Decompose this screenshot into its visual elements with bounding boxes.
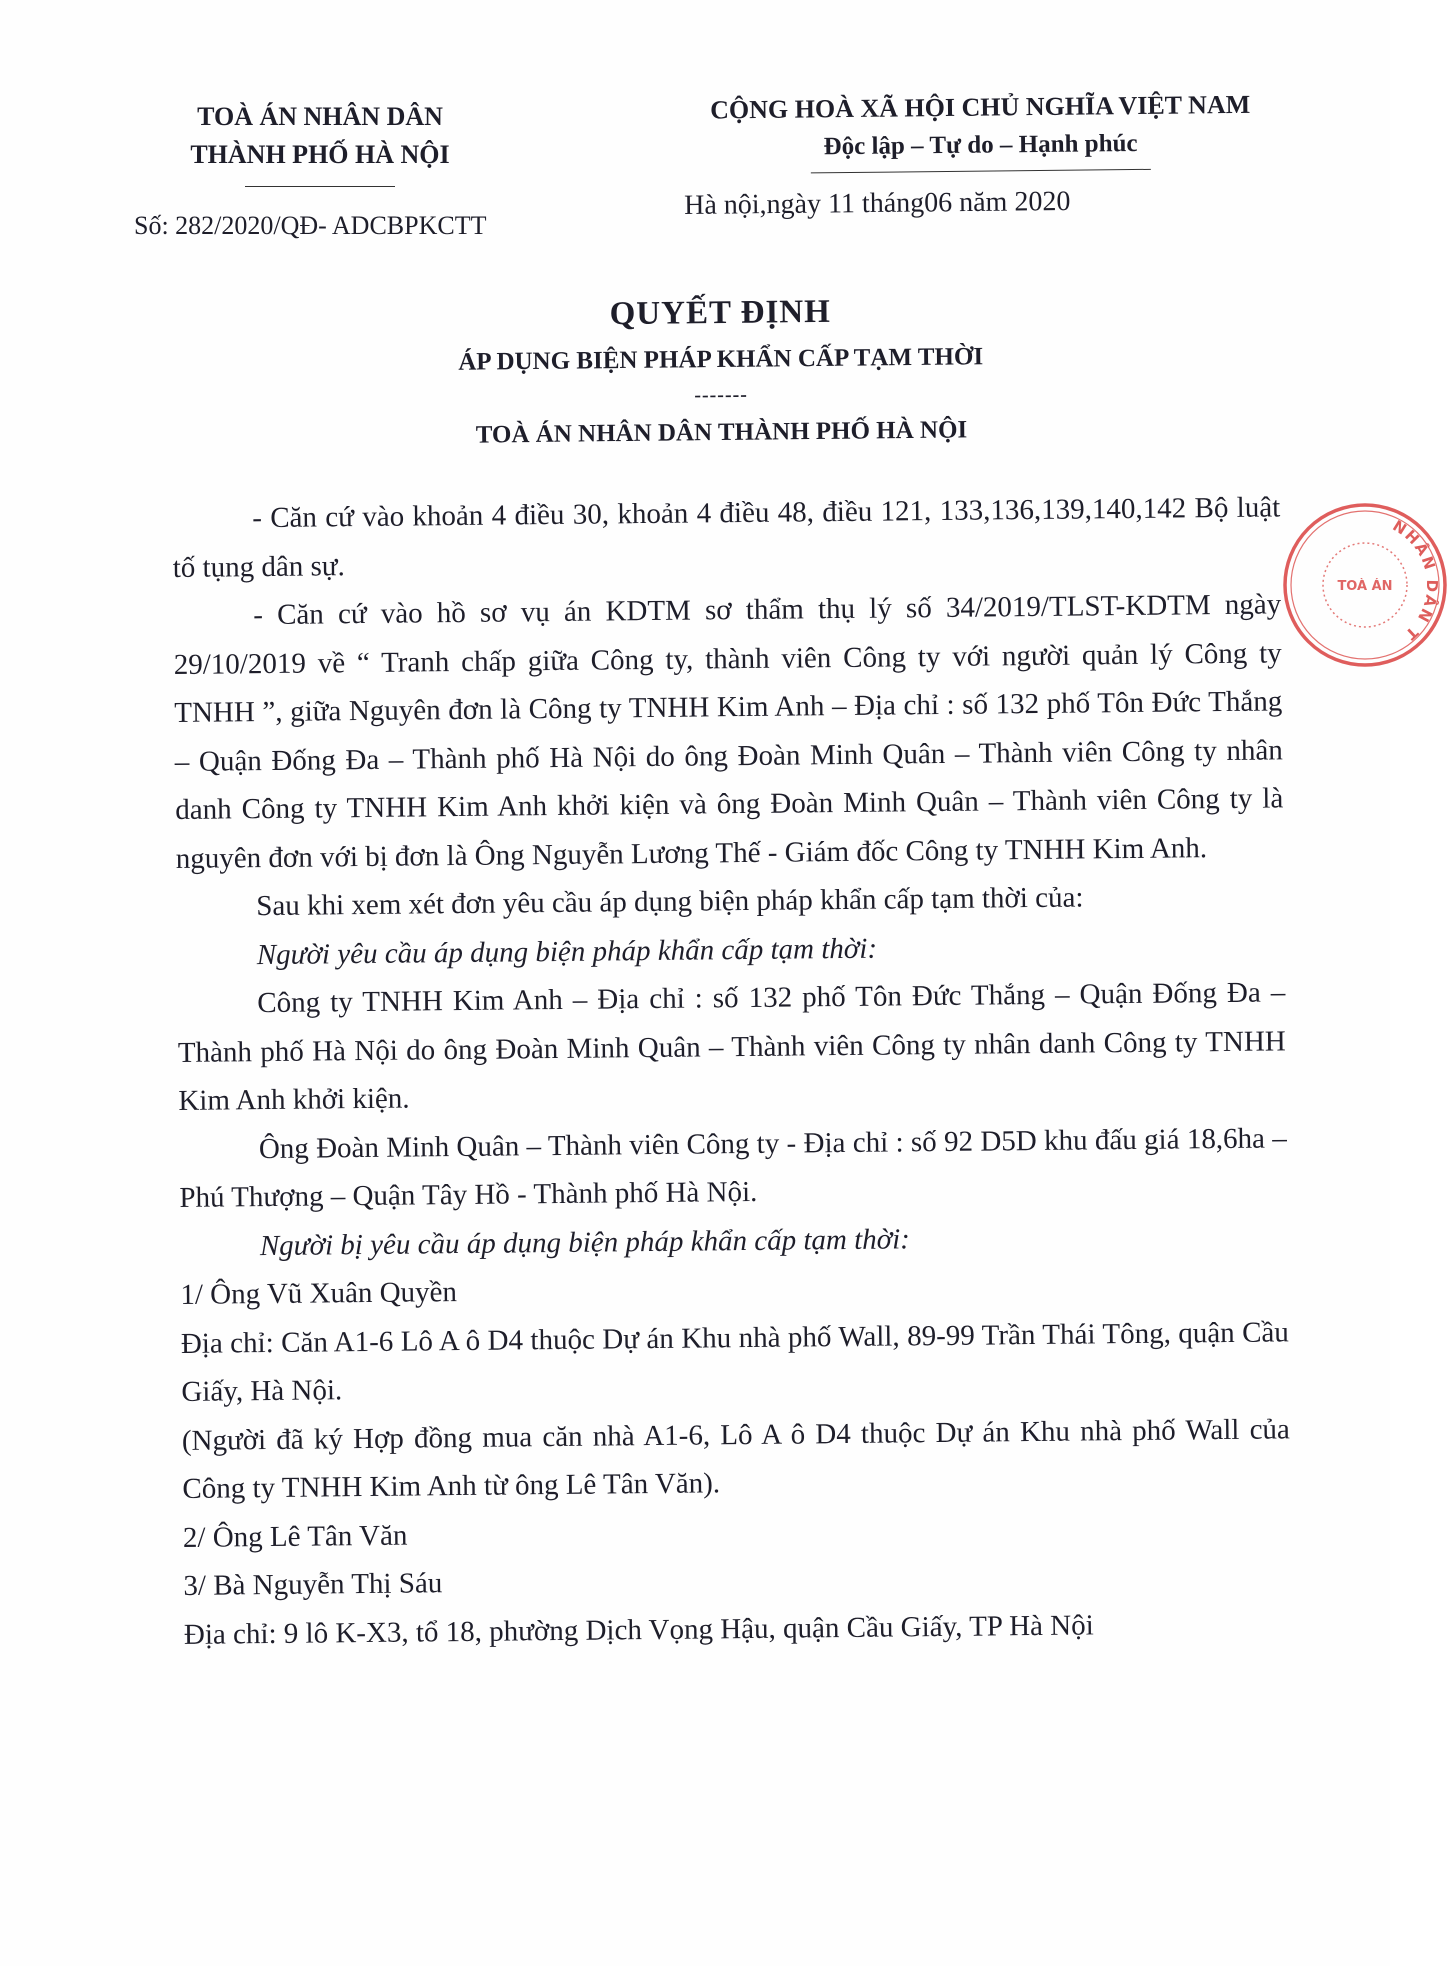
seal-center-text: TOÀ ÁN xyxy=(1337,579,1393,594)
seal-ring-text: NHÂN DÂN T xyxy=(1389,516,1442,645)
legal-basis-paragraph: - Căn cứ vào khoản 4 điều 30, khoản 4 điều 48, điều 121, 133,136,139,140,142 Bộ luật tố tụng dân sự. xyxy=(172,491,1281,584)
document-body xyxy=(172,483,1292,1659)
court-header xyxy=(150,98,490,187)
motto-underline xyxy=(811,169,1151,174)
respondent-3-address: Địa chỉ: 9 lô K-X3, tổ 18, phường Dịch Vọng Hậu, quận Cầu Giấy, TP Hà Nội xyxy=(183,1608,1094,1651)
respondent-3-name: 3/ Bà Nguyễn Thị Sáu xyxy=(183,1567,443,1602)
respondent-1-address: Địa chỉ: Căn A1-6 Lô A ô D4 thuộc Dự án Khu nhà phố Wall, 89-99 Trần Thái Tông, quận Cầu Giấy, Hà Nội. xyxy=(180,1315,1289,1408)
requester-company-paragraph: Công ty TNHH Kim Anh – Địa chỉ : số 132 phố Tôn Đức Thắng – Quận Đống Đa – Thành phố Hà Nội do ông Đoàn Minh Quân – Thành viên Công ty nhân danh Công ty TNHH Kim Anh khởi kiện. xyxy=(177,976,1286,1117)
respondent-heading: Người bị yêu cầu áp dụng biện pháp khẩn cấp tạm thời: xyxy=(259,1222,911,1262)
country-name: CỘNG HOÀ XÃ HỘI CHỦ NGHĨA VIỆT NAM xyxy=(710,89,1251,125)
requester-heading: Người yêu cầu áp dụng biện pháp khẩn cấp tạm thời: xyxy=(256,932,878,971)
document-subtitle: ÁP DỤNG BIỆN PHÁP KHẨN CẤP TẠM THỜI xyxy=(458,343,984,376)
national-header xyxy=(660,85,1301,175)
document-title: QUYẾT ĐỊNH xyxy=(609,293,831,333)
court-seal-stamp xyxy=(1280,500,1450,670)
title-separator: ------- xyxy=(694,383,749,407)
case-file-paragraph: - Căn cứ vào hồ sơ vụ án KDTM sơ thẩm thụ lý số 34/2019/TLST-KDTM ngày 29/10/2019 về “ Tranh chấp giữa Công ty, thành viên Công ty với người quản lý Công ty TNHH ”, giữa Nguyên đơn là Công ty TNHH Kim Anh – Địa chỉ : số 132 phố Tôn Đức Thắng – Quận Đống Đa – Thành phố Hà Nội do ông Đoàn Minh Quân – Thành viên Công ty nhân danh Công ty TNHH Kim Anh khởi kiện và ông Đoàn Minh Quân – Thành viên Công ty là nguyên đơn với bị đơn là Ông Nguyễn Lương Thế - Giám đốc Công ty TNHH Kim Anh. xyxy=(173,588,1284,875)
court-header-underline xyxy=(245,186,395,187)
respondent-2-name: 2/ Ông Lê Tân Văn xyxy=(182,1519,408,1554)
requester-person-paragraph: Ông Đoàn Minh Quân – Thành viên Công ty - Địa chỉ : số 92 D5D khu đấu giá 18,6ha – Phú Thượng – Quận Tây Hồ - Thành phố Hà Nội. xyxy=(179,1121,1287,1214)
national-motto: Độc lập – Tự do – Hạnh phúc xyxy=(823,130,1138,161)
issuing-court: TOÀ ÁN NHÂN DÂN THÀNH PHỐ HÀ NỘI xyxy=(475,416,968,449)
court-name-line1: TOÀ ÁN NHÂN DÂN xyxy=(197,102,443,131)
court-name-line2: THÀNH PHỐ HÀ NỘI xyxy=(190,140,450,169)
respondent-1-note: (Người đã ký Hợp đồng mua căn nhà A1-6, Lô A ô D4 thuộc Dự án Khu nhà phố Wall của Công ty TNHH Kim Anh từ ông Lê Tân Văn). xyxy=(181,1412,1291,1505)
document-number: Số: 282/2020/QĐ- ADCBPKCTT xyxy=(134,211,487,240)
respondent-1-name: 1/ Ông Vũ Xuân Quyền xyxy=(180,1276,458,1311)
place-and-date: Hà nội,ngày 11 tháng06 năm 2020 xyxy=(684,185,1071,221)
review-intro-paragraph: Sau khi xem xét đơn yêu cầu áp dụng biện pháp khẩn cấp tạm thời của: xyxy=(256,881,1084,923)
title-block xyxy=(300,288,1142,455)
